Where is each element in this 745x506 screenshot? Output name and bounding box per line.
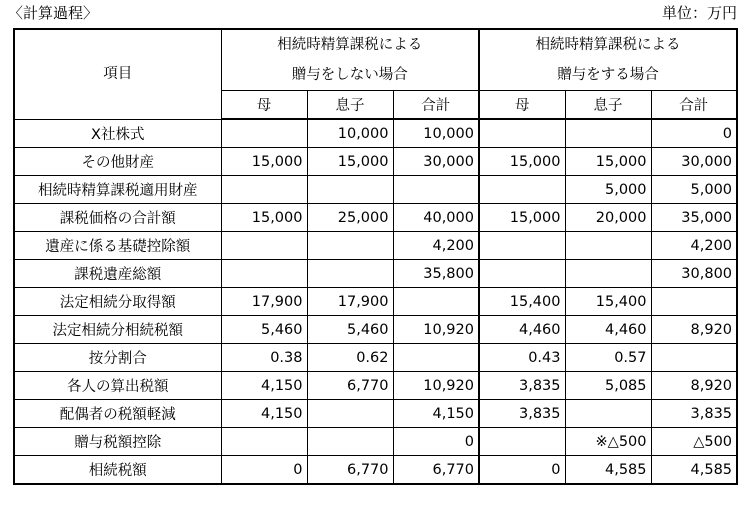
table-cell <box>307 400 393 428</box>
table-cell <box>479 260 565 288</box>
unit-label: 単位：万円 <box>661 4 737 22</box>
table-cell: 4,150 <box>221 372 307 400</box>
table-cell: 0.43 <box>479 344 565 372</box>
row-label: 相続時精算課税適用財産 <box>14 176 221 204</box>
row-label: 贈与税額控除 <box>14 428 221 456</box>
header-col: 息子 <box>307 91 393 120</box>
table-cell: 10,920 <box>393 316 479 344</box>
table-cell <box>651 344 737 372</box>
table-cell: △500 <box>651 428 737 456</box>
table-row <box>14 260 737 288</box>
table-cell: 0 <box>221 456 307 485</box>
table-cell: 30,000 <box>393 148 479 176</box>
table-cell: 0.62 <box>307 344 393 372</box>
table-row <box>14 344 737 372</box>
table-row <box>14 288 737 316</box>
table-cell <box>221 232 307 260</box>
table-cell: 8,920 <box>651 372 737 400</box>
table-cell: 15,000 <box>479 204 565 232</box>
table-cell: 4,200 <box>393 232 479 260</box>
table-cell: 6,770 <box>393 456 479 485</box>
table-cell: 3,835 <box>479 400 565 428</box>
row-label: 各人の算出税額 <box>14 372 221 400</box>
header-group-yes-line2: 贈与をする場合 <box>557 67 659 83</box>
row-label: 配偶者の税額軽減 <box>14 400 221 428</box>
table-cell: 0.57 <box>565 344 651 372</box>
table-cell <box>221 260 307 288</box>
header-col: 母 <box>221 91 307 120</box>
row-label: 法定相続分相続税額 <box>14 316 221 344</box>
table-cell <box>221 428 307 456</box>
table-row <box>14 316 737 344</box>
row-label: 按分割合 <box>14 344 221 372</box>
table-cell: ※△500 <box>565 428 651 456</box>
table-cell: 10,920 <box>393 372 479 400</box>
table-cell <box>479 119 565 148</box>
table-cell: 10,000 <box>393 119 479 148</box>
table-cell: 0 <box>651 119 737 148</box>
header-row-groups <box>14 29 737 91</box>
table-cell: 20,000 <box>565 204 651 232</box>
table-cell <box>393 176 479 204</box>
table-row <box>14 176 737 204</box>
table-cell: 4,200 <box>651 232 737 260</box>
table-row <box>14 456 737 485</box>
header-group-no-line1: 相続時精算課税による <box>277 37 423 53</box>
header-item: 項目 <box>14 29 221 119</box>
table-cell: 35,800 <box>393 260 479 288</box>
table-cell: 15,000 <box>221 148 307 176</box>
table-cell <box>565 400 651 428</box>
table-cell: 6,770 <box>307 456 393 485</box>
row-label: 課税遺産総額 <box>14 260 221 288</box>
table-cell: 5,085 <box>565 372 651 400</box>
header-group-yes-line1: 相続時精算課税による <box>535 37 681 53</box>
table-row <box>14 372 737 400</box>
table-row <box>14 148 737 176</box>
header-group-yes-seisan <box>479 29 737 91</box>
table-cell <box>479 428 565 456</box>
header-col: 息子 <box>565 91 651 120</box>
table-cell: 15,400 <box>565 288 651 316</box>
table-cell: 5,000 <box>565 176 651 204</box>
header-group-no-line2: 贈与をしない場合 <box>291 67 408 83</box>
table-cell <box>221 119 307 148</box>
table-cell <box>221 176 307 204</box>
table-cell: 17,900 <box>221 288 307 316</box>
table-row <box>14 204 737 232</box>
row-label: 課税価格の合計額 <box>14 204 221 232</box>
table-cell: 25,000 <box>307 204 393 232</box>
table-row <box>14 232 737 260</box>
table-cell: 5,000 <box>651 176 737 204</box>
table-cell: 4,460 <box>479 316 565 344</box>
row-label: 相続税額 <box>14 456 221 485</box>
table-row <box>14 400 737 428</box>
table-cell <box>479 232 565 260</box>
table-cell <box>307 428 393 456</box>
table-cell: 8,920 <box>651 316 737 344</box>
table-cell <box>393 288 479 316</box>
row-label: 遺産に係る基礎控除額 <box>14 232 221 260</box>
table-cell: 17,900 <box>307 288 393 316</box>
table-cell: 0 <box>393 428 479 456</box>
table-cell <box>565 260 651 288</box>
row-label: X社株式 <box>14 119 221 148</box>
table-cell <box>307 260 393 288</box>
table-cell: 30,800 <box>651 260 737 288</box>
caption: 〈計算過程〉 <box>8 4 99 22</box>
table-cell: 4,585 <box>651 456 737 485</box>
table-cell: 10,000 <box>307 119 393 148</box>
table-cell: 6,770 <box>307 372 393 400</box>
table-cell: 30,000 <box>651 148 737 176</box>
table-cell: 40,000 <box>393 204 479 232</box>
table-cell: 0 <box>479 456 565 485</box>
table-cell: 0.38 <box>221 344 307 372</box>
table-cell <box>565 232 651 260</box>
table-cell: 5,460 <box>307 316 393 344</box>
table-cell <box>479 176 565 204</box>
table-cell: 15,000 <box>307 148 393 176</box>
table-cell: 3,835 <box>479 372 565 400</box>
table-cell: 5,460 <box>221 316 307 344</box>
table-cell: 35,000 <box>651 204 737 232</box>
table-cell: 15,400 <box>479 288 565 316</box>
table-cell <box>393 344 479 372</box>
table-cell: 4,585 <box>565 456 651 485</box>
table-cell: 15,000 <box>565 148 651 176</box>
table-cell: 15,000 <box>479 148 565 176</box>
table-cell: 4,460 <box>565 316 651 344</box>
table-cell <box>307 176 393 204</box>
table-row <box>14 428 737 456</box>
table-cell: 4,150 <box>221 400 307 428</box>
header-col: 合計 <box>651 91 737 120</box>
table-cell <box>307 232 393 260</box>
table-cell: 15,000 <box>221 204 307 232</box>
table-cell <box>651 288 737 316</box>
table-row <box>14 119 737 148</box>
row-label: 法定相続分取得額 <box>14 288 221 316</box>
calculation-table <box>13 28 738 485</box>
table-cell: 4,150 <box>393 400 479 428</box>
header-col: 合計 <box>393 91 479 120</box>
row-label: その他財産 <box>14 148 221 176</box>
header-col: 母 <box>479 91 565 120</box>
table-cell <box>565 119 651 148</box>
table-cell: 3,835 <box>651 400 737 428</box>
header-group-no-seisan <box>221 29 479 91</box>
